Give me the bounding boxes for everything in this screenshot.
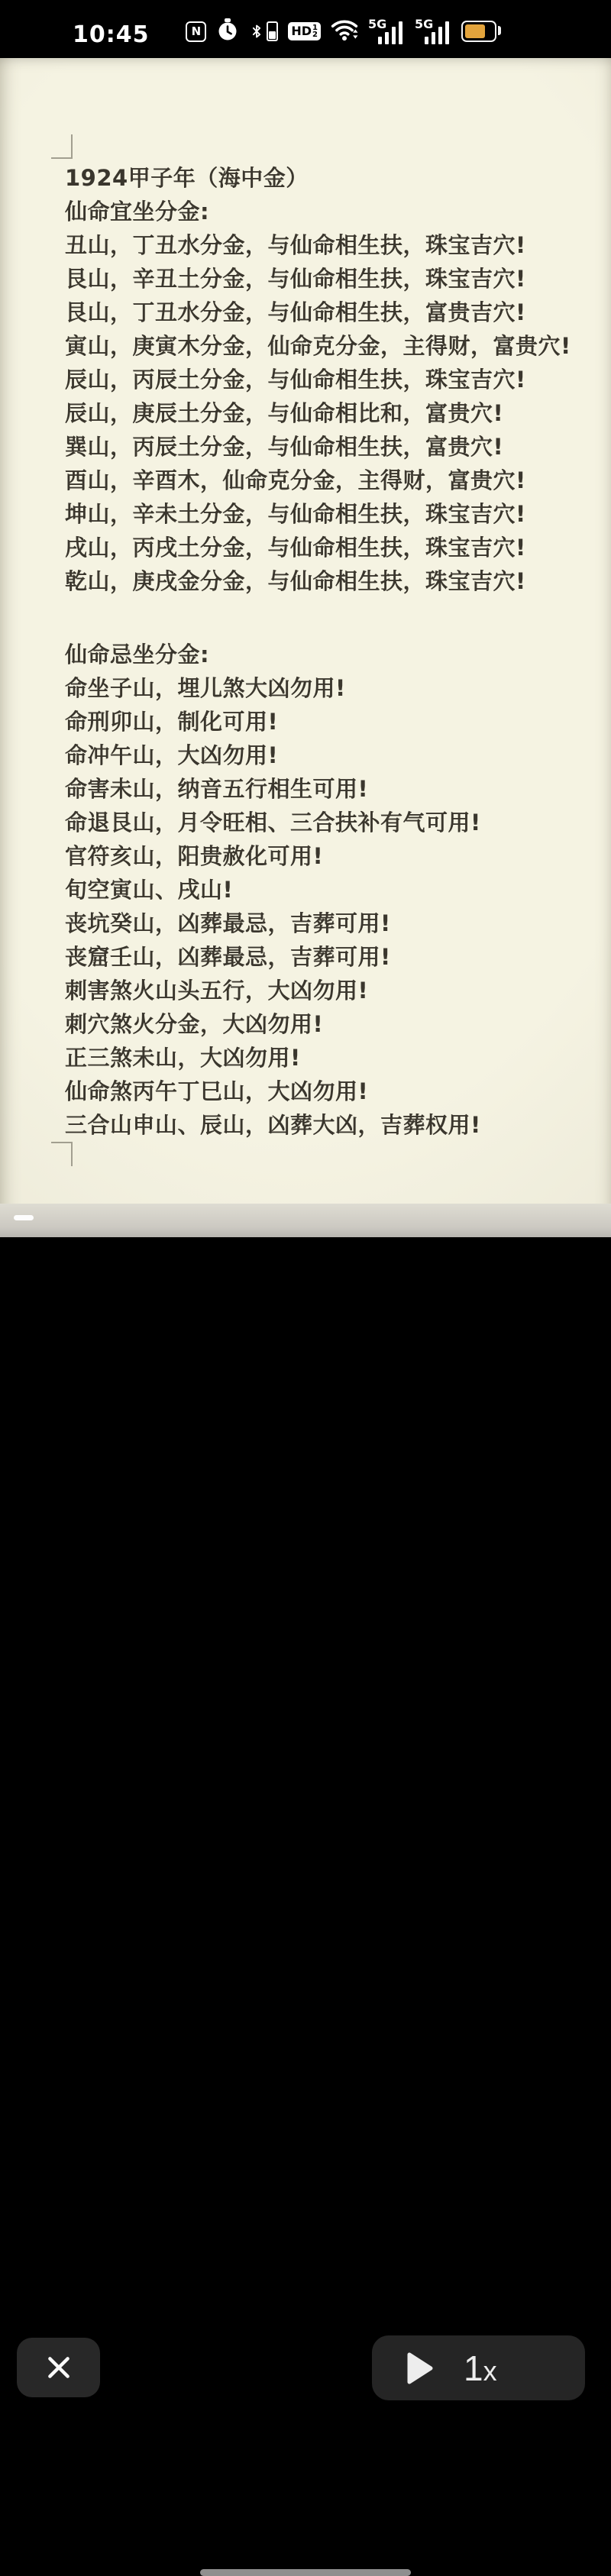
section-avoid-lines <box>65 671 571 1142</box>
status-bar <box>0 0 611 58</box>
document-line: 官符亥山，阳贵赦化可用! <box>65 843 324 869</box>
document-line: 酉山，辛酉木，仙命克分金，主得财，富贵穴! <box>65 467 526 493</box>
document-line: 丧窟壬山，凶葬最忌，吉葬可用! <box>65 944 391 970</box>
document-line: 巽山，丙辰土分金，与仙命相生扶，富贵穴! <box>65 434 504 460</box>
play-icon <box>407 2352 433 2384</box>
document-line: 旬空寅山、戌山! <box>65 877 234 903</box>
document-title: 1924甲子年（海中金） <box>65 165 309 191</box>
close-button[interactable] <box>17 2338 100 2397</box>
document-line: 坤山，辛未土分金，与仙命相生扶，珠宝吉穴! <box>65 501 526 527</box>
document-line: 命刑卯山，制化可用! <box>65 709 279 735</box>
document-line: 命坐子山，埋儿煞大凶勿用! <box>65 675 346 701</box>
document-line: 三合山申山、辰山，凶葬大凶，吉葬权用! <box>65 1112 481 1138</box>
document-line: 丑山，丁丑水分金，与仙命相生扶，珠宝吉穴! <box>65 232 526 258</box>
document-line: 命冲午山，大凶勿用! <box>65 742 279 768</box>
document-line: 乾山，庚戌金分金，与仙命相生扶，珠宝吉穴! <box>65 568 526 594</box>
bluetooth-icon <box>249 21 278 41</box>
home-indicator[interactable] <box>200 2569 411 2576</box>
device-battery-icon <box>267 21 278 41</box>
document-line: 辰山，庚辰土分金，与仙命相比和，富贵穴! <box>65 400 504 426</box>
signal-5g-sim2-icon: 5G <box>415 18 451 44</box>
playback-speed-label: 1 x <box>464 2348 497 2388</box>
section-gap <box>65 598 571 638</box>
section-avoid-header: 仙命忌坐分金: <box>65 642 210 667</box>
wifi-icon <box>331 18 358 44</box>
document-line: 艮山，辛丑土分金，与仙命相生扶，珠宝吉穴! <box>65 266 526 292</box>
document-line: 仙命煞丙午丁巳山，大凶勿用! <box>65 1078 369 1104</box>
document-line: 辰山，丙辰土分金，与仙命相生扶，珠宝吉穴! <box>65 367 526 393</box>
hd-volte-badge: HD 1 2 <box>288 22 321 40</box>
signal-5g-sim1-icon: 5G <box>368 18 405 44</box>
page-corner-mark-bottom-left <box>51 1142 73 1166</box>
document-line: 戌山，丙戌土分金，与仙命相生扶，珠宝吉穴! <box>65 535 526 561</box>
play-button[interactable] <box>372 2335 585 2400</box>
document-line: 命害未山，纳音五行相生可用! <box>65 776 369 802</box>
document-text <box>65 161 571 1142</box>
battery-icon <box>461 21 496 42</box>
document-line: 丧坑癸山，凶葬最忌，吉葬可用! <box>65 910 391 936</box>
close-icon <box>44 2353 73 2382</box>
status-icons <box>186 17 496 46</box>
section-favorable-lines <box>65 228 571 598</box>
document-line: 刺害煞火山头五行，大凶勿用! <box>65 978 369 1004</box>
document-line: 正三煞未山，大凶勿用! <box>65 1045 301 1071</box>
status-time: 10:45 <box>73 21 150 48</box>
document-line: 刺穴煞火分金，大凶勿用! <box>65 1011 324 1037</box>
video-surface[interactable] <box>0 58 611 1237</box>
section-favorable-header: 仙命宜坐分金: <box>65 199 210 225</box>
alarm-clock-icon <box>216 18 239 45</box>
page-corner-mark-top-left <box>51 134 73 159</box>
document-line: 命退艮山，月令旺相、三合扶补有气可用! <box>65 810 481 836</box>
document-line: 艮山，丁丑水分金，与仙命相生扶，富贵吉穴! <box>65 299 526 325</box>
document-line: 寅山，庚寅木分金，仙命克分金，主得财，富贵穴! <box>65 333 571 359</box>
video-progress-bar[interactable] <box>14 1215 34 1220</box>
player-bar <box>0 1237 611 2388</box>
nfc-icon: N <box>186 21 206 42</box>
